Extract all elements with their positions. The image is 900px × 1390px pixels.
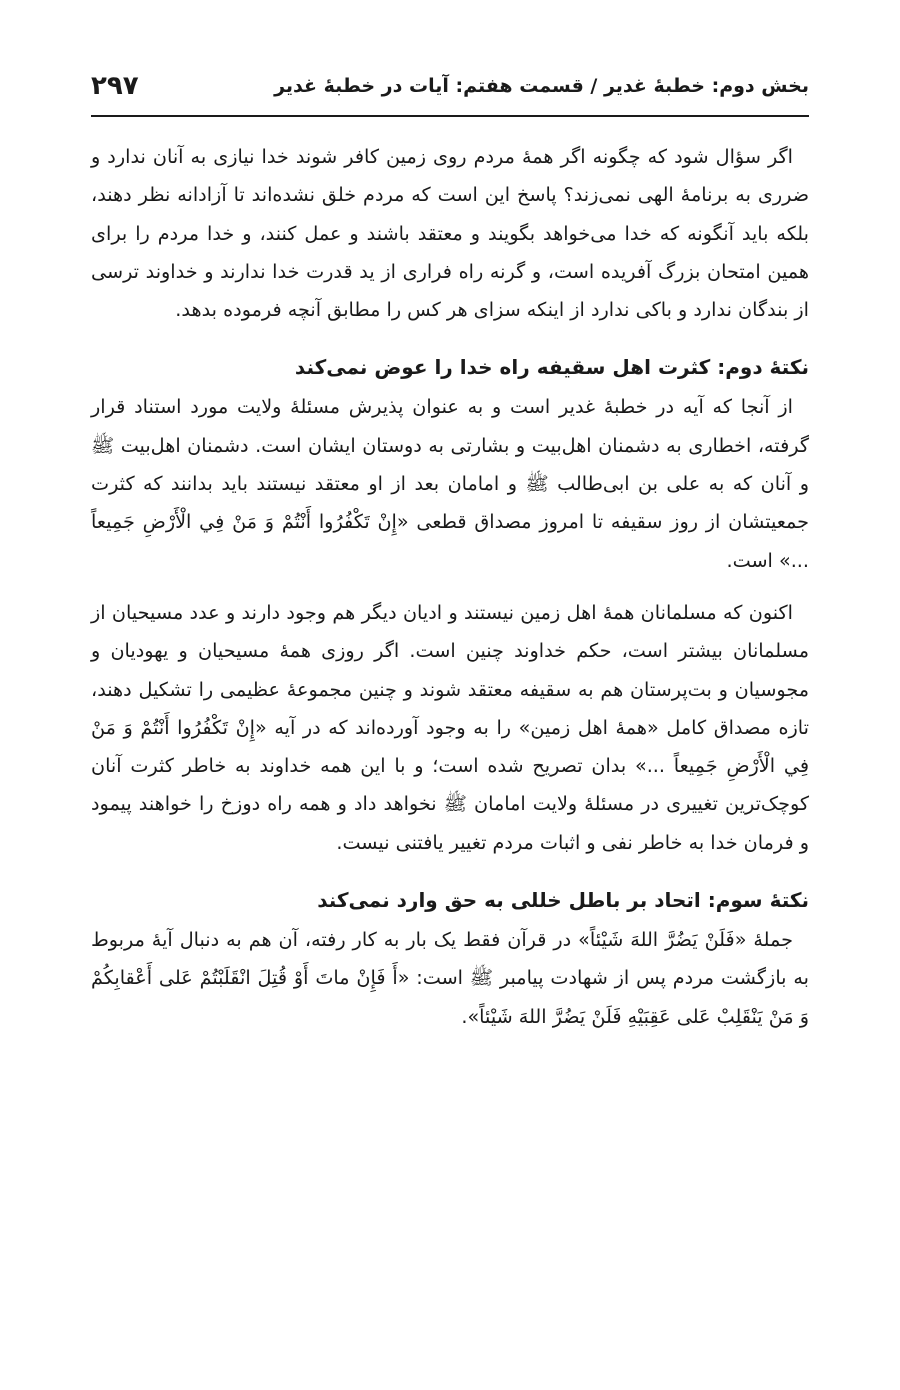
intro-paragraph: اگر سؤال شود که چگونه اگر همهٔ مردم روی زمین کافر شوند خدا نیازی به آنان ندارد و ضرری به برنامهٔ الهی نمی‌زند؟ پاسخ این است که مردم خلق نشده‌اند تا آزادانه نظر دهند، بلکه باید آنگونه که خدا می‌خواهد بگویند و معتقد باشند و عمل کنند، و خدا مردم را برای همین امتحان بزرگ آفریده است، و گرنه راه فراری از ید قدرت خدا ندارند و خداوند ترسی از بندگان ندارد و باکی ندارد از اینکه سزای هر کس را مطابق آنچه فرموده بدهد. xyxy=(91,145,809,322)
header-divider xyxy=(91,115,809,117)
running-title: بخش دوم: خطبهٔ غدیر / قسمت هفتم: آیات در خطبهٔ غدیر xyxy=(274,75,809,97)
section2-paragraph-1: از آنجا که آیه در خطبهٔ غدیر است و به عنوان پذیرش مسئلهٔ ولایت مورد استناد قرار گرفته، اخطاری به دشمنان اهل‌بیت و بشارتی به دوستان ایشان است. دشمنان اهل‌بیت ﷺ و آنان که به علی بن ابی‌طالب ﷺ و امامان بعد از او معتقد نیستند باید بدانند که کثرت جمعیتشان از روز سقیفه تا امروز مصداق قطعی «إِنْ تَكْفُرُوا أَنْتُمْ وَ مَنْ فِي الْأَرْضِ جَمِيعاً ...» است. xyxy=(91,395,809,572)
section-heading-2: نکتهٔ دوم: کثرت اهل سقیفه راه خدا را عوض نمی‌کند xyxy=(294,355,809,380)
section3-paragraph-1: جملهٔ «فَلَنْ يَضُرَّ اللهَ شَيْئاً» در قرآن فقط یک بار به کار رفته، آن هم به دنبال آیهٔ مربوط به بازگشت مردم پس از شهادت پیامبر ﷺ است: «أَ فَإِنْ ماتَ أَوْ قُتِلَ انْقَلَبْتُمْ عَلى أَعْقابِكُمْ وَ مَنْ يَنْقَلِبْ عَلى عَقِبَيْهِ فَلَنْ يَضُرَّ اللهَ شَيْئاً». xyxy=(91,928,809,1028)
page-body xyxy=(91,138,809,1036)
page-header xyxy=(91,68,809,104)
section-heading-3: نکتهٔ سوم: اتحاد بر باطل خللی به حق وارد نمی‌کند xyxy=(317,888,809,913)
section2-paragraph-2: اکنون که مسلمانان همهٔ اهل زمین نیستند و ادیان دیگر هم وجود دارند و عدد مسیحیان از مسلمانان بیشتر است، حکم خداوند چنین است. اگر روزی همهٔ مسیحیان و یهودیان و مجوسیان و بت‌پرستان هم به سقیفه معتقد شوند و چنین مجموعهٔ عظیمی را تشکیل دهند، تازه مصداق کامل «همهٔ اهل زمین» را به وجود آورده‌اند که در آیه «إِنْ تَكْفُرُوا أَنْتُمْ وَ مَنْ فِي الْأَرْضِ جَمِيعاً ...» بدان تصریح شده است؛ و با این همه خداوند به خاطر کثرت آنان کوچک‌ترین تغییری در مسئلهٔ ولایت امامان ﷺ نخواهد داد و همه راه دوزخ را خواهند پیمود و فرمان خدا به خاطر نفی و اثبات مردم تغییر یافتنی نیست. xyxy=(91,600,809,854)
page-number: ۲۹۷ xyxy=(91,71,139,101)
